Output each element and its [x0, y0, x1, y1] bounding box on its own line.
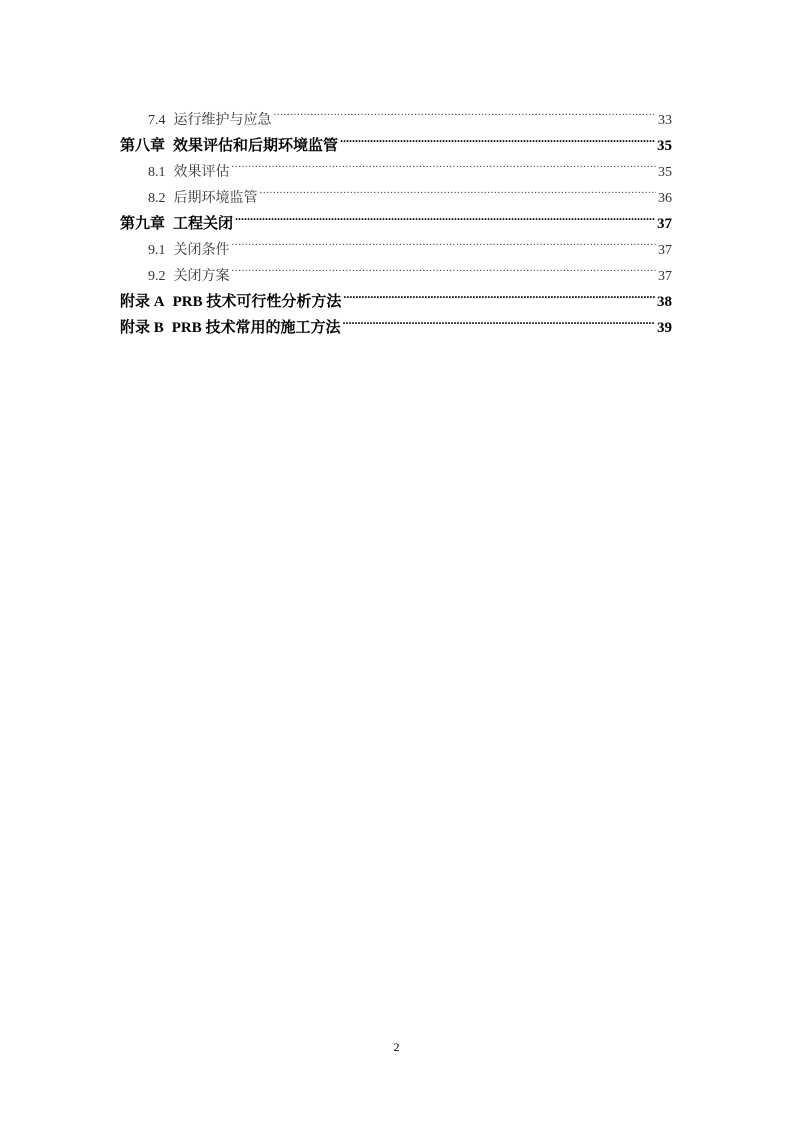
- toc-dot-leader: [232, 254, 657, 280]
- toc-dot-leader: [235, 202, 655, 228]
- table-of-contents: [120, 98, 672, 336]
- toc-entry-page: 37: [657, 216, 672, 232]
- toc-entry-number: 第八章: [120, 138, 166, 154]
- toc-entry-page: 35: [657, 138, 672, 154]
- toc-entry-title: PRB 技术常用的施工方法: [171, 320, 341, 336]
- toc-entry-title: 关闭条件: [173, 243, 230, 258]
- toc-dot-leader: [274, 98, 657, 124]
- toc-entry-number: 7.4: [148, 113, 166, 128]
- toc-entry-title: PRB 技术可行性分析方法: [172, 294, 342, 310]
- toc-entry-title: 后期环境监管: [173, 191, 258, 206]
- toc-entry-page: 39: [657, 320, 672, 336]
- toc-entry-number: 9.1: [148, 243, 166, 258]
- toc-dot-leader: [343, 280, 655, 306]
- toc-dot-leader: [232, 228, 657, 254]
- toc-entry-page: 36: [658, 191, 672, 206]
- toc-entry-number: 8.1: [148, 165, 166, 180]
- page-number: 2: [393, 1040, 400, 1054]
- toc-dot-leader: [340, 124, 655, 150]
- toc-entry-title: 效果评估: [173, 165, 230, 180]
- toc-entry-page: 37: [658, 269, 672, 284]
- toc-entry-number: 附录 B: [120, 320, 164, 336]
- toc-dot-leader: [232, 150, 657, 176]
- toc-entry-number: 第九章: [120, 216, 166, 232]
- toc-entry-title: 运行维护与应急: [173, 113, 272, 128]
- toc-entry-page: 35: [658, 165, 672, 180]
- toc-entry-title: 关闭方案: [173, 269, 230, 284]
- toc-entry-title: 效果评估和后期环境监管: [173, 138, 339, 154]
- toc-entry-7-4[interactable]: [120, 98, 672, 128]
- toc-entry-page: 33: [658, 113, 672, 128]
- toc-dot-leader: [343, 306, 655, 332]
- toc-entry-number: 9.2: [148, 269, 166, 284]
- toc-entry-number: 8.2: [148, 191, 166, 206]
- toc-dot-leader: [260, 176, 657, 202]
- toc-entry-title: 工程关闭: [173, 216, 234, 232]
- toc-entry-page: 37: [658, 243, 672, 258]
- toc-entry-page: 38: [657, 294, 672, 310]
- toc-entry-number: 附录 A: [120, 294, 165, 310]
